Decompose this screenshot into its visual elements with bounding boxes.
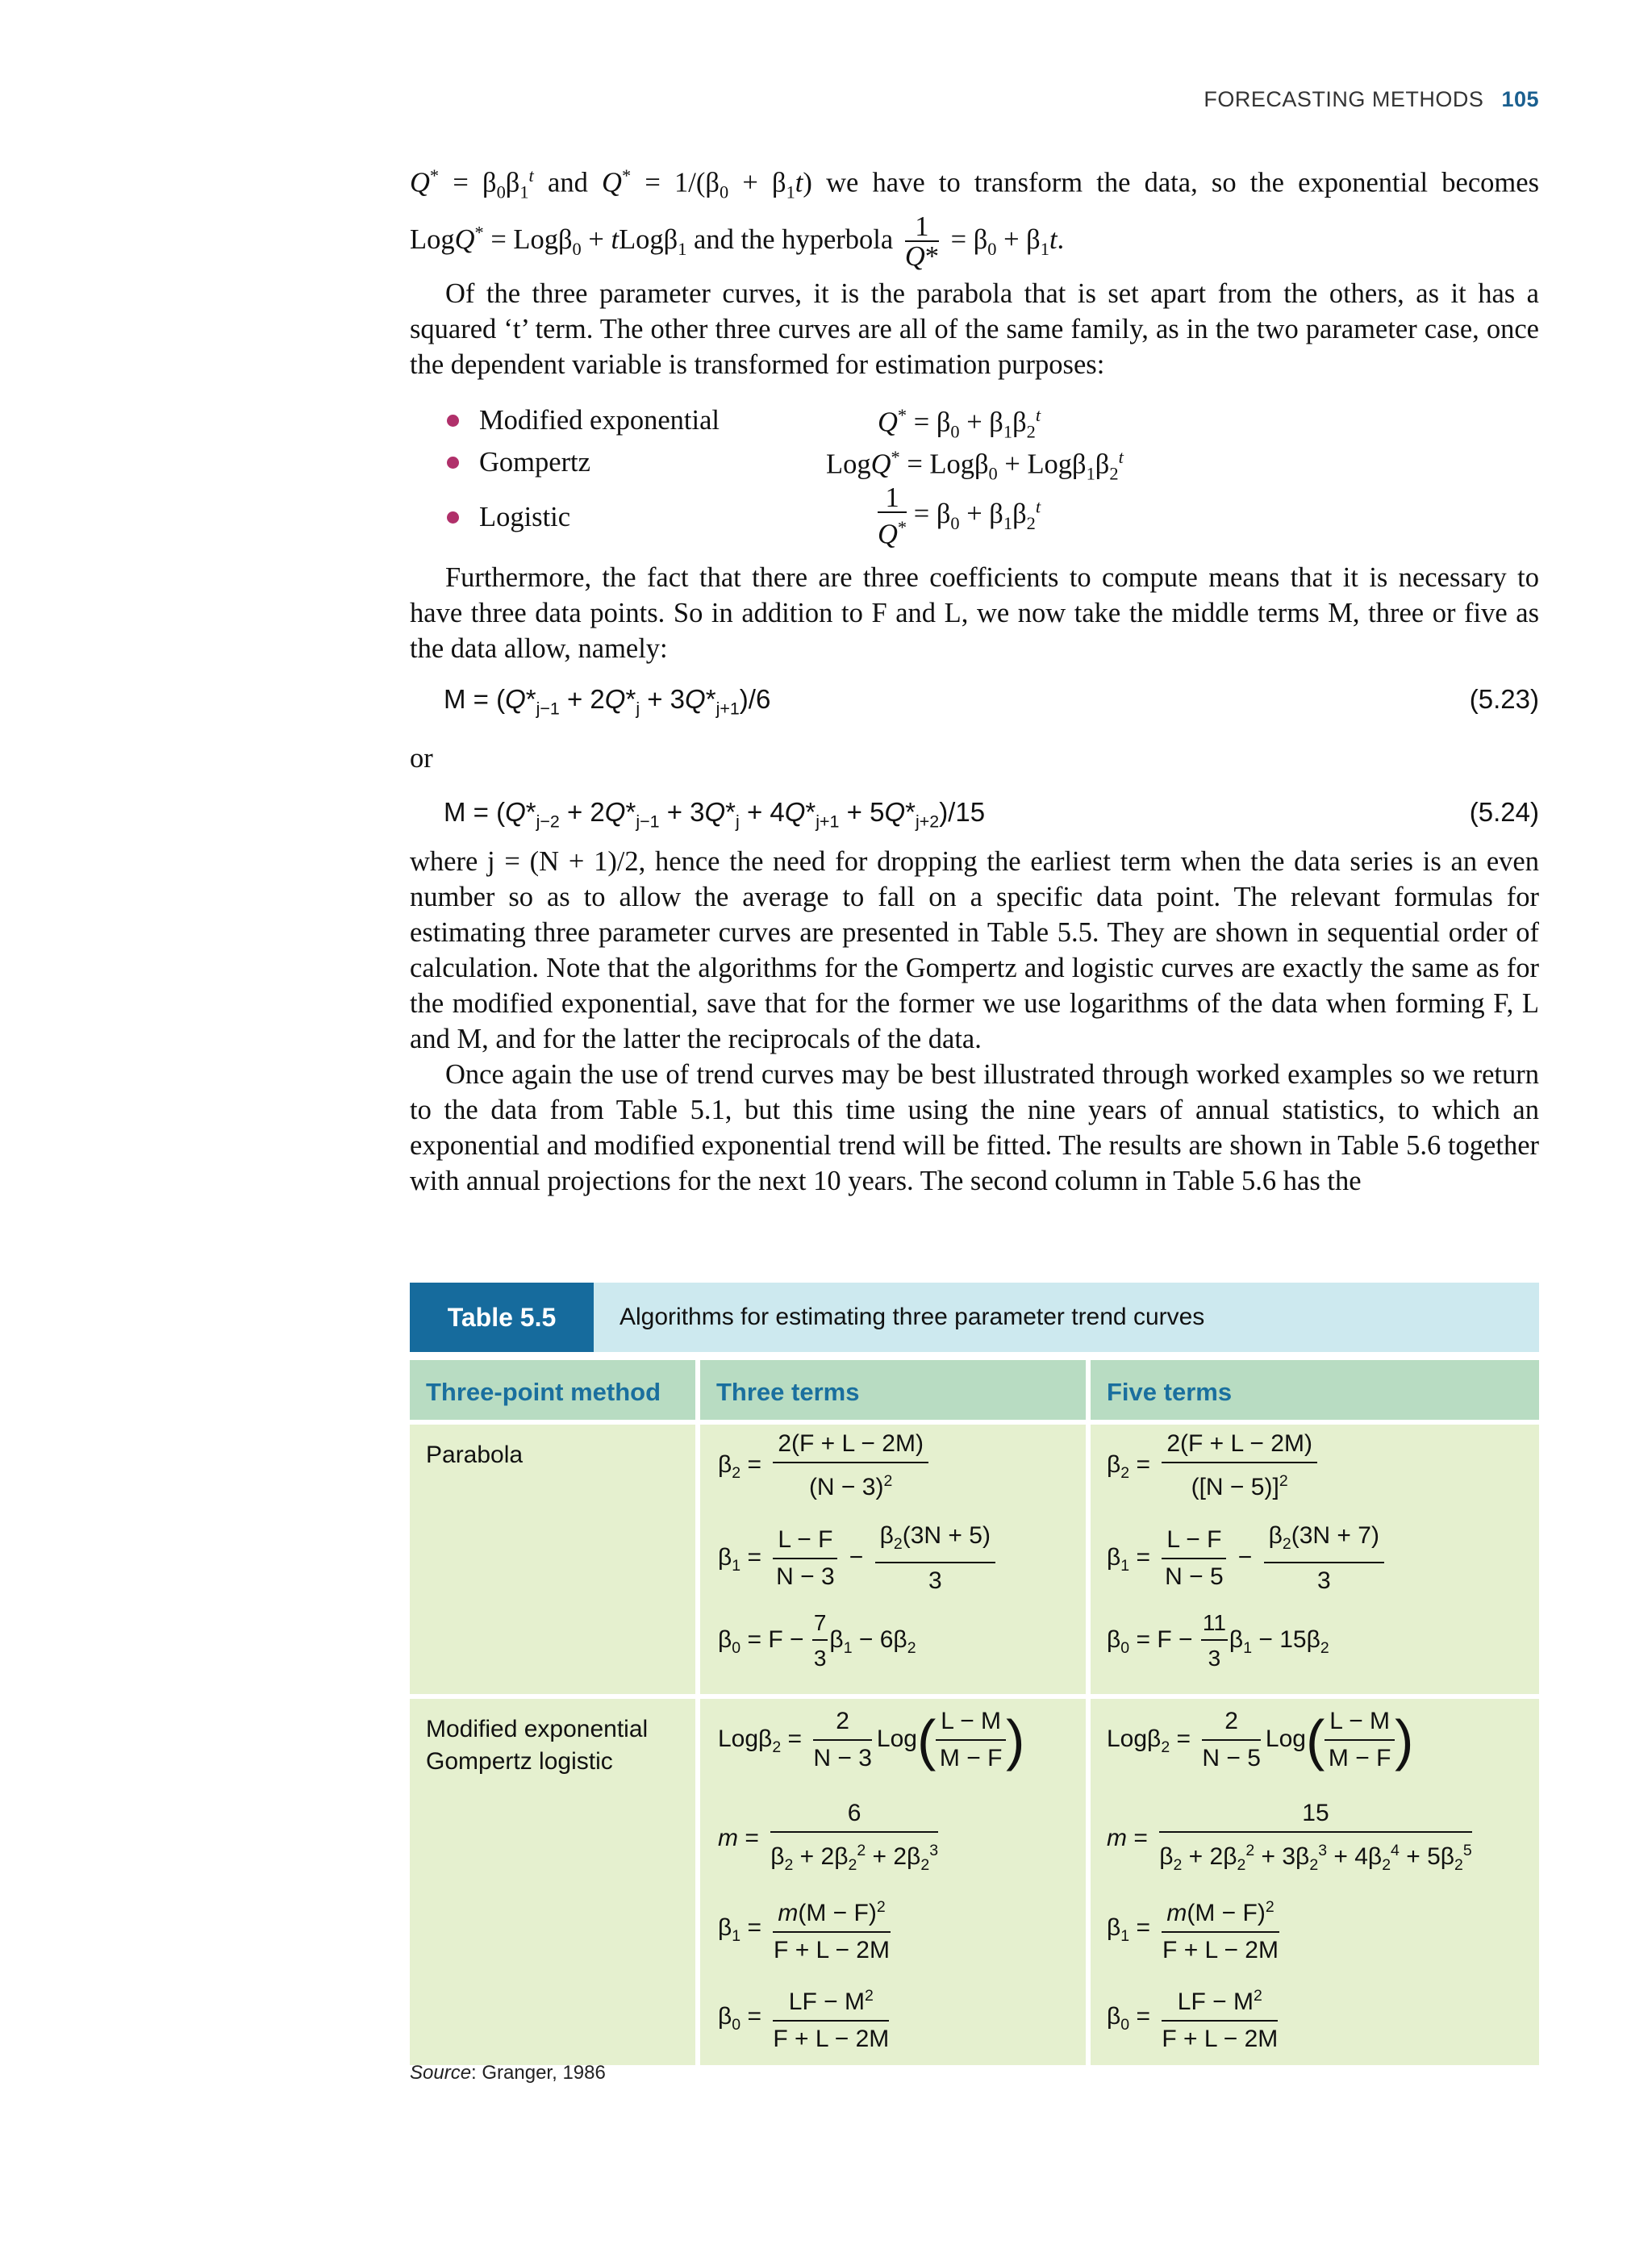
row-label-parabola: Parabola (410, 1425, 695, 1694)
formula: m = $\frac{15}{\beta_2 + 2\beta_2^2 + 3\beta_2^3 + 4\beta_2^4 + 5\beta_2^5}$ (1107, 1800, 1472, 1874)
equation-5-23: $M = (Q*_{j-1} + 2Q*_j + 3Q*_{j+1})/6$ (5.23) (444, 684, 1539, 719)
eq-logistic: $\frac{1}{Q^*}$ = $\beta_0 + \beta_1\beta_2^t$ (878, 482, 1041, 550)
paragraph-4: where j = (N + 1)/2, hence the need for dropping the earliest term when the data series is an even number so as to allow the average to fall on a specific data point. The relevant formulas for estimating three parameter curves are presented in Table 5.5. They are shown in sequential order of calculation. Note that the algorithms for the Gompertz and logistic curves are exactly the same as for the modified exponential, save that for the former we use logarithms of the data when forming F, L and M, and for the latter the reciprocals of the data. (410, 846, 1539, 1054)
eq-gompertz: LogQ* = $Log\beta_0 + Log\beta_1\beta_2^t$ (826, 447, 1124, 484)
cell-modexp-five (1091, 1699, 1539, 2065)
paragraph-2: Of the three parameter curves, it is the parabola that is set apart from the others, as it has a squared ‘t’ term. The other three curves are all of the same family, as in the two parameter case, once the dependent variable is transformed for estimation purposes: (410, 278, 1539, 380)
paragraph-3: Furthermore, the fact that there are three coefficients to compute means that it is necessary to have three data points. So in addition to F and L, we now take the middle terms M, three or five as the data allow, namely: (410, 562, 1539, 664)
column-header: Three-point method (410, 1360, 695, 1420)
cell-parabola-three (700, 1425, 1086, 1694)
list-item: Gompertz LogQ* = $Log\beta_0 + Log\beta_1\beta_2^t$ (442, 442, 1249, 484)
list-item: Modified exponential $Q^* = \beta_0 + \beta_1\beta_2^t$ (442, 400, 1249, 442)
column-header: Three terms (700, 1360, 1086, 1420)
table-caption: Algorithms for estimating three parameter trend curves (620, 1304, 1205, 1330)
formula: $\beta_0 = F$ − $\frac{11}{3}$ $\beta_1 - 15\beta_2$ (1107, 1610, 1329, 1671)
formula: $\beta_1$ = $\frac{L - F}{N - 3}$ − $\frac{\beta_2(3N + 5)}{3}$ (718, 1521, 1000, 1596)
page-number: 105 (1501, 87, 1539, 111)
column-header: Five terms (1091, 1360, 1539, 1420)
formula: $\beta_0$ = $\frac{LF - M^2}{F + L - 2M}$ (718, 1981, 894, 2054)
section-title: FORECASTING METHODS (1204, 87, 1484, 111)
running-header (1204, 87, 1539, 112)
paragraph-5: Once again the use of trend curves may be best illustrated through worked examples so we return to the data from Table 5.1, but this time using the nine years of annual statistics, to which an exponential and modified exponential trend will be fitted. The results are shown in Table 5.6 together with annual projections for the next 10 years. The second column in Table 5.6 has the (410, 1059, 1539, 1196)
formula: $\beta_2$ = $\frac{2(F + L - 2M)}{(N - 3)^2}$ (718, 1429, 933, 1502)
cell-parabola-five (1091, 1425, 1539, 1694)
equation-5-24: $M = (Q*_{j-2} + 2Q*_{j-1} + 3Q*_j + 4Q*_{j+1} + 5Q*_{j+2})/15$ (5.24) (444, 797, 1539, 832)
formula: $\beta_0$ = $\frac{LF - M^2}{F + L - 2M}$ (1107, 1981, 1283, 2054)
p1-line-2: LogQ* = Logβ$_0$ + tLogβ$_1$ and the hyperbola $\frac{1}{Q*}$ = $\beta_0 + \beta_1t$. (410, 211, 1065, 273)
formula: Logβ$_2$ = $\frac{2}{N - 5}$ Log( $\frac{L - M}{M - F}$ ) (1107, 1708, 1414, 1771)
bullet-icon (447, 415, 459, 427)
hyperbola-fraction: $\frac{1}{Q*}$ (904, 211, 939, 273)
formula: Logβ$_2$ = $\frac{2}{N - 3}$ Log( $\frac{L - M}{M - F}$ ) (718, 1708, 1025, 1771)
bullet-icon (447, 511, 459, 524)
cell-modexp-three (700, 1699, 1086, 2065)
formula: $\beta_1$ = $\frac{L - F}{N - 5}$ − $\frac{\beta_2(3N + 7)}{3}$ (1107, 1521, 1389, 1596)
formula: $\beta_0 = F$ − $\frac{7}{3}$ $\beta_1 - 6\beta_2$ (718, 1610, 916, 1671)
table-title-bar (410, 1283, 1539, 1352)
formula: m = $\frac{6}{\beta_2 + 2\beta_2^2 + 2\beta_2^3}$ (718, 1800, 939, 1874)
formula: $\beta_2$ = $\frac{2(F + L - 2M)}{([N - 5)]^2}$ (1107, 1429, 1322, 1502)
table-number: Table 5.5 (410, 1283, 594, 1352)
curve-list (442, 400, 1249, 550)
list-item: Logistic $\frac{1}{Q^*}$ = $\beta_0 + \beta_1\beta_2^t$ (442, 484, 1249, 545)
formula: $\beta_1$ = $\frac{m(M - F)^2}{F + L - 2M}$ (1107, 1892, 1284, 1965)
table-source: Source: Granger, 1986 (410, 2062, 606, 2084)
bullet-icon (447, 457, 459, 469)
row-label-modified-exponential: Modified exponential Gompertz logistic (410, 1699, 695, 2065)
p1-line-1: $Q^* = \beta_0\beta_1^t$ and $Q^* = 1/(\beta_0 + \beta_1t)$ we have to transform the data, so the exponential becomes (410, 165, 1540, 202)
or-text: or (410, 743, 433, 774)
formula: $\beta_1$ = $\frac{m(M - F)^2}{F + L - 2M}$ (718, 1892, 895, 1965)
paragraph-1 (410, 158, 1539, 271)
eq-modified-exponential: $Q^* = \beta_0 + \beta_1\beta_2^t$ (878, 405, 1041, 442)
